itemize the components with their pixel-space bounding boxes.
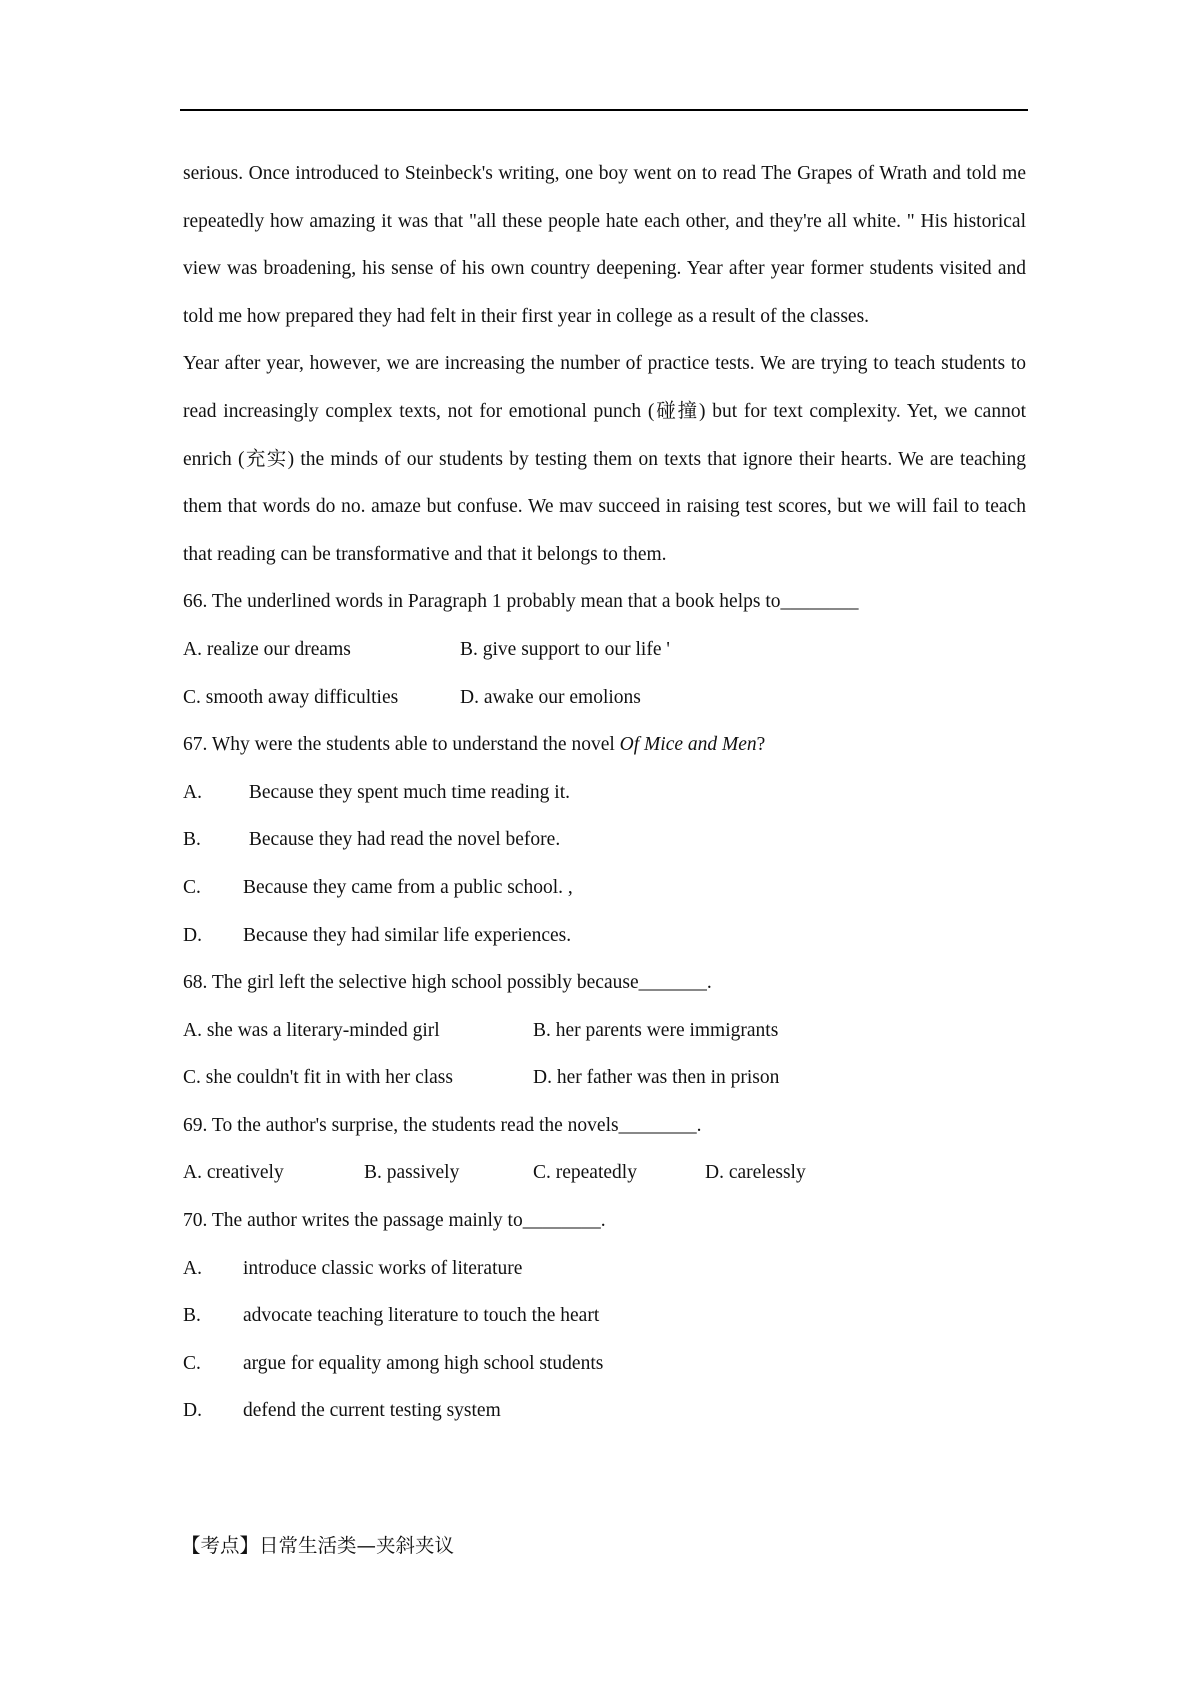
question-stem: 67. Why were the students able to understand the novel Of Mice and Men? — [183, 734, 766, 756]
option-b: B. passively — [364, 1162, 460, 1184]
option-a: A. Because they spent much time reading it. — [183, 781, 570, 803]
option-c: C. she couldn't fit in with her class — [183, 1067, 453, 1089]
option-a: A. she was a literary-minded girl — [183, 1019, 440, 1041]
option-d: D. Because they had similar life experiences. — [183, 924, 572, 946]
option-d: D. defend the current testing system — [183, 1400, 501, 1422]
footer-note: 【考点】日常生活类—夹斜夹议 — [181, 1534, 455, 1557]
option-c: C. Because they came from a public school. , — [183, 876, 573, 898]
question-68 — [183, 959, 1026, 1102]
novel-title: Of Mice and Men — [619, 734, 757, 756]
option-b: B. Because they had read the novel before. — [183, 829, 561, 851]
option-d: D. her father was then in prison — [533, 1067, 780, 1089]
option-c: C. argue for equality among high school students — [183, 1352, 604, 1374]
option-d: D. awake our emolions — [460, 686, 641, 708]
question-stem: 66. The underlined words in Paragraph 1 probably mean that a book helps to________ — [183, 591, 859, 613]
question-stem: 70. The author writes the passage mainly to________. — [183, 1210, 606, 1232]
page-content — [183, 150, 1026, 1435]
passage-paragraph-2: Year after year, however, we are increasing the number of practice tests. We are trying to teach students to read increasingly complex texts, not for emotional punch (碰撞) but for text complexity. Yet, we cannot enrich (充实) the minds of our students by testing them on texts that ignore their hearts. We are teaching them that words do no. amaze but confuse. We mav succeed in raising test scores, but we will fail to teach that reading can be transformative and that it belongs to them. — [183, 353, 1026, 565]
question-70 — [183, 1197, 1026, 1435]
option-a: A. realize our dreams — [183, 638, 351, 660]
option-b: B. advocate teaching literature to touch the heart — [183, 1305, 600, 1327]
question-69 — [183, 1102, 1026, 1197]
option-c: C. repeatedly — [533, 1162, 637, 1184]
option-c: C. smooth away difficulties — [183, 686, 399, 708]
option-b: B. give support to our life ' — [460, 638, 670, 660]
option-a: A. introduce classic works of literature — [183, 1257, 523, 1279]
option-d: D. carelessly — [705, 1162, 806, 1184]
question-stem: 69. To the author's surprise, the students read the novels________. — [183, 1114, 702, 1136]
question-66 — [183, 578, 1026, 721]
header-rule — [180, 109, 1028, 111]
question-stem: 68. The girl left the selective high school possibly because_______. — [183, 972, 712, 994]
question-67 — [183, 721, 1026, 959]
option-a: A. creatively — [183, 1162, 284, 1184]
passage-paragraph-1: serious. Once introduced to Steinbeck's writing, one boy went on to read The Grapes of Wrath and told me repeatedly how amazing it was that "all these people hate each other, and they're all white. " His historical view was broadening, his sense of his own country deepening. Year after year former students visited and told me how prepared they had felt in their first year in college as a result of the classes. — [183, 163, 1026, 327]
option-b: B. her parents were immigrants — [533, 1019, 779, 1041]
